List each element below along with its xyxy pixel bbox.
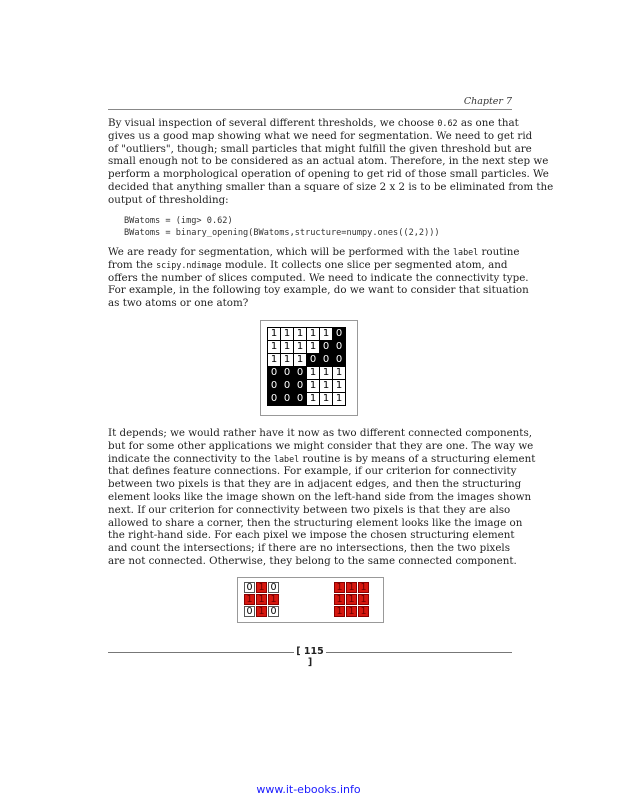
text-run: We are ready for segmentation, which will be performed with the xyxy=(108,246,454,258)
text-run: element looks like the image shown on the left-hand side from the images shown xyxy=(108,490,532,503)
text-line xyxy=(108,490,532,504)
structuring-cell: 1 xyxy=(244,594,255,605)
structuring-cell: 1 xyxy=(358,594,369,605)
grid-cell: 0 xyxy=(294,393,307,406)
structuring-cell: 1 xyxy=(334,582,345,593)
grid-cell: 1 xyxy=(294,328,307,341)
paragraph-thresholding xyxy=(108,117,554,207)
structuring-cell: 1 xyxy=(268,594,279,605)
text-line xyxy=(108,439,534,453)
page-number: [ 115 ] xyxy=(296,646,324,668)
grid-cell: 1 xyxy=(320,328,333,341)
grid-cell: 1 xyxy=(307,328,320,341)
text-line xyxy=(108,452,536,466)
text-line xyxy=(108,529,515,542)
text-line xyxy=(108,504,512,517)
grid-cell: 0 xyxy=(333,341,346,354)
structuring-element-corner xyxy=(334,582,370,618)
grid-cell: 1 xyxy=(307,393,320,406)
inline-code: scipy.ndimage xyxy=(156,259,222,270)
text-line xyxy=(108,129,533,143)
grid-cell: 0 xyxy=(320,354,333,367)
structuring-cell: 1 xyxy=(334,606,345,617)
text-run: are not connected. Otherwise, they belong to the same connected component. xyxy=(108,554,517,567)
grid-cell: 0 xyxy=(320,341,333,354)
header-divider xyxy=(108,109,512,110)
grid-cell: 1 xyxy=(333,367,346,380)
structuring-cell: 0 xyxy=(268,606,279,617)
grid-cell: 1 xyxy=(268,341,281,354)
text-line xyxy=(108,194,512,207)
grid-cell: 0 xyxy=(268,380,281,393)
code-block xyxy=(124,215,440,239)
grid-cell: 1 xyxy=(294,341,307,354)
text-line xyxy=(108,284,529,297)
structuring-cell: 1 xyxy=(334,594,345,605)
structuring-cell: 1 xyxy=(346,606,357,617)
grid-cell: 1 xyxy=(281,354,294,367)
grid-cell: 1 xyxy=(333,393,346,406)
grid-cell: 0 xyxy=(333,354,346,367)
text-run: small enough not to be considered as an actual atom. Therefore, in the next step we xyxy=(108,155,549,168)
grid-cell: 1 xyxy=(281,328,294,341)
grid-cell: 1 xyxy=(268,354,281,367)
text-run: gives us a good map showing what we need for segmentation. We need to get rid xyxy=(108,129,533,142)
structuring-cell: 1 xyxy=(346,594,357,605)
text-run: from the xyxy=(108,258,157,271)
structuring-element-edge xyxy=(244,582,280,618)
paragraph-segmentation xyxy=(108,246,529,310)
text-run: offers the number of slices computed. We need to indicate the connectivity type. xyxy=(108,271,529,284)
text-run: but for some other applications we might consider that they are one. The way we xyxy=(108,439,534,452)
inline-code: label xyxy=(453,247,479,257)
text-line xyxy=(108,117,519,130)
text-line xyxy=(108,478,522,491)
text-run: indicate the connectivity to the xyxy=(108,452,274,465)
text-run: that defines feature connections. For example, if our criterion for connectivity xyxy=(108,465,517,478)
structuring-cell: 0 xyxy=(268,582,279,593)
text-line xyxy=(108,180,554,194)
grid-cell: 0 xyxy=(333,328,346,341)
structuring-cell: 0 xyxy=(244,606,255,617)
text-line xyxy=(108,427,533,440)
grid-cell: 0 xyxy=(307,354,320,367)
structuring-cell: 1 xyxy=(256,606,267,617)
grid-cell: 1 xyxy=(333,380,346,393)
text-line xyxy=(108,168,549,181)
grid-cell: 1 xyxy=(294,354,307,367)
text-run: and count the intersections; if there are no intersections, then the two pixels xyxy=(108,542,510,555)
text-run: perform a morphological operation of opening to get rid of those small particles. We xyxy=(108,168,549,181)
grid-cell: 1 xyxy=(307,380,320,393)
text-run: of "outliers", though; small particles that might fulfill the given threshold but are xyxy=(108,142,532,155)
inline-code: 0.62 xyxy=(437,118,458,128)
toy-example-figure xyxy=(260,320,358,416)
text-line xyxy=(108,142,532,156)
grid-cell: 1 xyxy=(307,367,320,380)
text-run: routine is by means of a structuring element xyxy=(299,452,536,465)
grid-cell: 1 xyxy=(320,380,333,393)
text-run: as two atoms or one atom? xyxy=(108,297,249,310)
text-line xyxy=(108,259,512,272)
text-run: For example, in the following toy example, do we want to consider that situation xyxy=(108,284,529,297)
grid-cell: 1 xyxy=(268,328,281,341)
text-run: allowed to share a corner, then the structuring element looks like the image on xyxy=(108,516,523,529)
text-line xyxy=(108,155,549,168)
grid-cell: 0 xyxy=(281,393,294,406)
text-line xyxy=(108,554,517,568)
text-run: next. If our criterion for connectivity between two pixels is that they are also xyxy=(108,503,511,516)
inline-code: label xyxy=(273,453,300,464)
text-run: module. It collects one slice per segmented atom, and xyxy=(221,258,508,271)
grid-cell: 0 xyxy=(294,380,307,393)
code-line-1: BWatoms = (img> 0.62) xyxy=(124,216,233,226)
text-run: as one that xyxy=(457,117,519,129)
grid-cell: 0 xyxy=(281,380,294,393)
grid-cell: 0 xyxy=(281,367,294,380)
grid-cell: 0 xyxy=(268,367,281,380)
text-run: routine xyxy=(478,246,520,258)
grid-cell: 1 xyxy=(281,341,294,354)
footer-divider-right xyxy=(326,652,512,653)
text-run: between two pixels is that they are in adjacent edges, and then the structuring xyxy=(108,478,522,491)
structuring-cell: 1 xyxy=(256,582,267,593)
structuring-cell: 1 xyxy=(358,582,369,593)
website-link[interactable]: www.it-ebooks.info xyxy=(256,783,361,796)
chapter-header: Chapter 7 xyxy=(463,96,512,107)
structuring-cell: 1 xyxy=(346,582,357,593)
text-line xyxy=(108,297,512,310)
structuring-cell: 1 xyxy=(358,606,369,617)
structuring-cell: 1 xyxy=(256,594,267,605)
text-run: decided that anything smaller than a square of size 2 x 2 is to be eliminated from the xyxy=(108,180,554,193)
text-line xyxy=(108,542,512,555)
text-run: By visual inspection of several different thresholds, we choose xyxy=(108,117,438,129)
grid-cell: 1 xyxy=(320,367,333,380)
text-run: output of thresholding: xyxy=(108,193,229,206)
toy-binary-grid xyxy=(267,327,346,406)
footer-divider-left xyxy=(108,652,294,653)
text-run: the right-hand side. For each pixel we impose the chosen structuring element xyxy=(108,529,515,542)
text-line xyxy=(108,465,517,478)
text-line xyxy=(108,246,520,259)
grid-cell: 0 xyxy=(268,393,281,406)
grid-cell: 1 xyxy=(320,393,333,406)
paragraph-connectivity xyxy=(108,427,536,568)
text-line xyxy=(108,271,529,285)
text-line xyxy=(108,516,523,530)
grid-cell: 0 xyxy=(294,367,307,380)
structuring-cell: 0 xyxy=(244,582,255,593)
text-run: It depends; we would rather have it now as two different connected components, xyxy=(108,427,533,439)
grid-cell: 1 xyxy=(307,341,320,354)
code-line-2: BWatoms = binary_opening(BWatoms,structure=numpy.ones((2,2))) xyxy=(124,228,440,238)
structuring-elements-figure xyxy=(237,577,384,623)
